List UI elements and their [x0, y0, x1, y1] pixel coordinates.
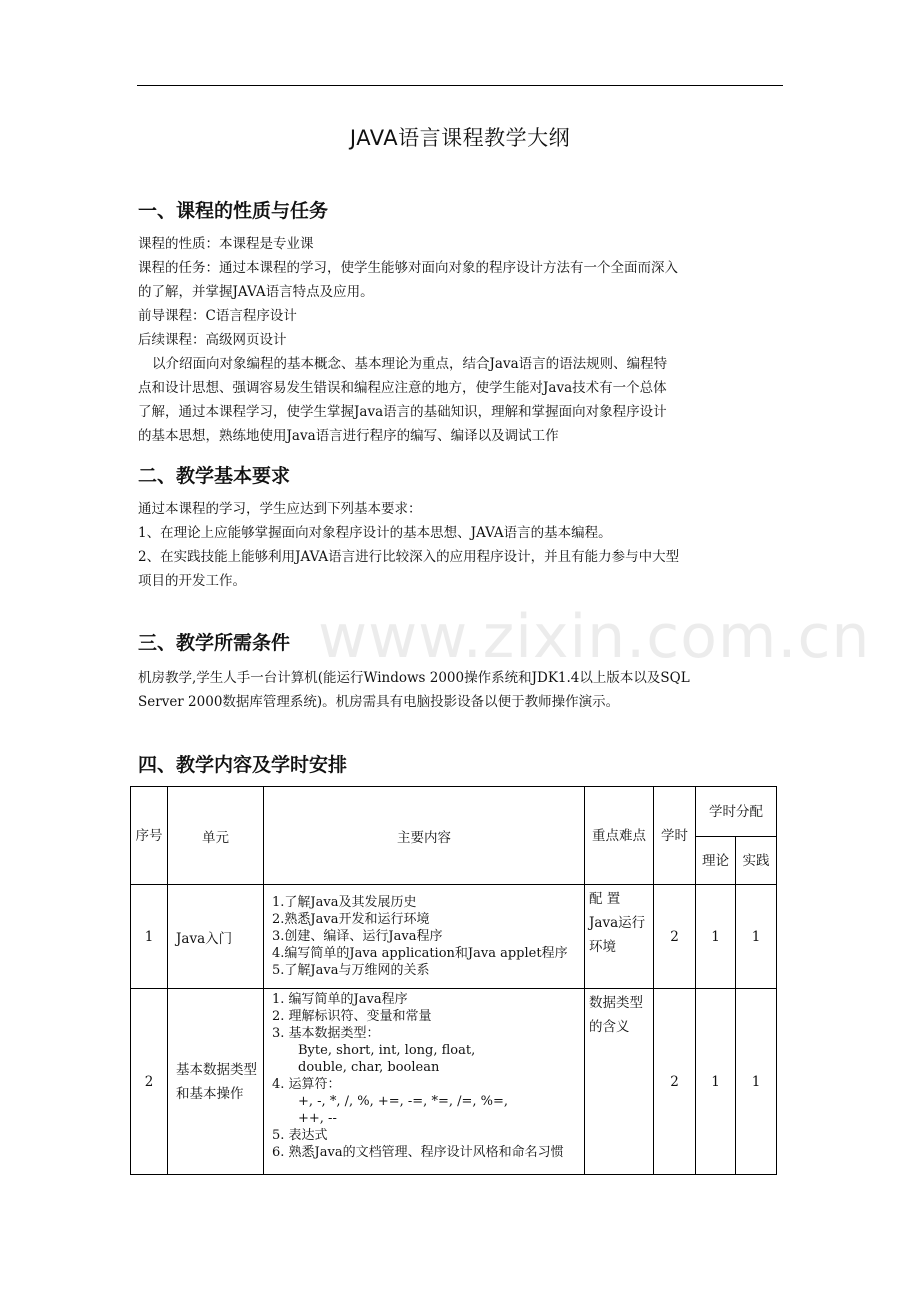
course-nature: 课程的性质：本课程是专业课 — [138, 236, 314, 252]
header-content: 主要内容 — [264, 787, 585, 885]
content-item: 3. 基本数据类型： — [272, 1026, 380, 1041]
course-task-line-1: 课程的任务：通过本课程的学习，使学生能够对面向对象的程序设计方法有一个全面而深入 — [138, 260, 678, 276]
table-row — [131, 885, 777, 989]
row-unit: Java入门 — [168, 885, 264, 989]
header-hours: 学时 — [654, 787, 696, 885]
row-key-points: 配 置 Java运行环境 — [585, 885, 654, 989]
section-3-body — [138, 666, 788, 714]
content-item: 1. 编写简单的Java程序 — [272, 992, 408, 1007]
content-item: 5.了解Java与万维网的关系 — [272, 963, 430, 978]
content-subline: ++, -- — [298, 1111, 337, 1126]
section-heading-2: 二、教学基本要求 — [138, 465, 291, 487]
content-item: 1.了解Java及其发展历史 — [272, 895, 417, 910]
header-rule — [137, 85, 783, 86]
content-subline: Byte, short, int, long, float, — [298, 1043, 476, 1058]
course-desc-line-3: 了解，通过本课程学习，使学生掌握Java语言的基础知识，理解和掌握面向对象程序设计 — [138, 404, 667, 420]
section-2-body — [138, 497, 788, 593]
content-subline: double, char, boolean — [298, 1060, 440, 1075]
section-heading-3: 三、教学所需条件 — [138, 632, 291, 654]
content-item: 4. 运算符： — [272, 1077, 341, 1092]
content-item: 6. 熟悉Java的文档管理、程序设计风格和命名习惯 — [272, 1145, 564, 1160]
document-title: JAVA语言课程教学大纲 — [349, 126, 571, 150]
row-content — [264, 989, 585, 1175]
course-desc-line-4: 的基本思想，熟练地使用Java语言进行程序的编写、编译以及调试工作 — [138, 428, 559, 444]
section-heading-4: 四、教学内容及学时安排 — [138, 754, 348, 776]
followup-course: 后续课程：高级网页设计 — [138, 332, 287, 348]
row-hours: 2 — [654, 885, 696, 989]
requirement-2-line-2: 项目的开发工作。 — [138, 573, 246, 589]
requirements-intro: 通过本课程的学习，学生应达到下列基本要求： — [138, 501, 422, 517]
section-heading-1: 一、课程的性质与任务 — [138, 200, 329, 222]
conditions-line-2: Server 2000数据库管理系统)。机房需具有电脑投影设备以便于教师操作演示。 — [138, 694, 620, 710]
content-item: 2. 理解标识符、变量和常量 — [272, 1009, 432, 1024]
course-desc-line-2: 点和设计思想、强调容易发生错误和编程应注意的地方，使学生能对Java技术有一个总体 — [138, 380, 667, 396]
section-1-body — [138, 232, 788, 448]
conditions-line-1: 机房教学,学生人手一台计算机(能运行Windows 2000操作系统和JDK1.4以上版本以及SQL — [138, 670, 690, 686]
requirement-2-line-1: 2、在实践技能上能够利用JAVA语言进行比较深入的应用程序设计，并且有能力参与中大型 — [138, 549, 680, 565]
content-item: 3.创建、编译、运行Java程序 — [272, 929, 443, 944]
row-unit: 基本数据类型和基本操作 — [168, 989, 264, 1175]
header-key-points: 重点难点 — [585, 787, 654, 885]
header-theory: 理论 — [696, 837, 736, 885]
row-theory: 1 — [696, 989, 736, 1175]
row-seq: 2 — [131, 989, 168, 1175]
schedule-table — [130, 786, 777, 1175]
row-hours: 2 — [654, 989, 696, 1175]
header-hours-allocation: 学时分配 — [696, 787, 777, 837]
content-item: 4.编写简单的Java application和Java applet程序 — [272, 946, 568, 961]
row-practice: 1 — [736, 989, 777, 1175]
course-desc-line-1: 以介绍面向对象编程的基本概念、基本理论为重点，结合Java语言的语法规则、编程特 — [152, 356, 668, 372]
header-practice: 实践 — [736, 837, 777, 885]
header-unit: 单元 — [168, 787, 264, 885]
content-item: 2.熟悉Java开发和运行环境 — [272, 912, 430, 927]
requirement-1: 1、在理论上应能够掌握面向对象程序设计的基本思想、JAVA语言的基本编程。 — [138, 525, 612, 541]
row-practice: 1 — [736, 885, 777, 989]
content-item: 5. 表达式 — [272, 1128, 328, 1143]
watermark: www.zixin.com.cn — [318, 602, 871, 672]
course-task-line-2: 的了解，并掌握JAVA语言特点及应用。 — [138, 284, 374, 300]
header-seq: 序号 — [131, 787, 168, 885]
row-theory: 1 — [696, 885, 736, 989]
content-subline: +, -, *, /, %, +=, -=, *=, /=, %=, — [298, 1094, 509, 1109]
row-key-points: 数据类型的含义 — [585, 989, 654, 1175]
row-seq: 1 — [131, 885, 168, 989]
prerequisite-course: 前导课程：C语言程序设计 — [138, 308, 297, 324]
table-row — [131, 989, 777, 1175]
row-content — [264, 885, 585, 989]
